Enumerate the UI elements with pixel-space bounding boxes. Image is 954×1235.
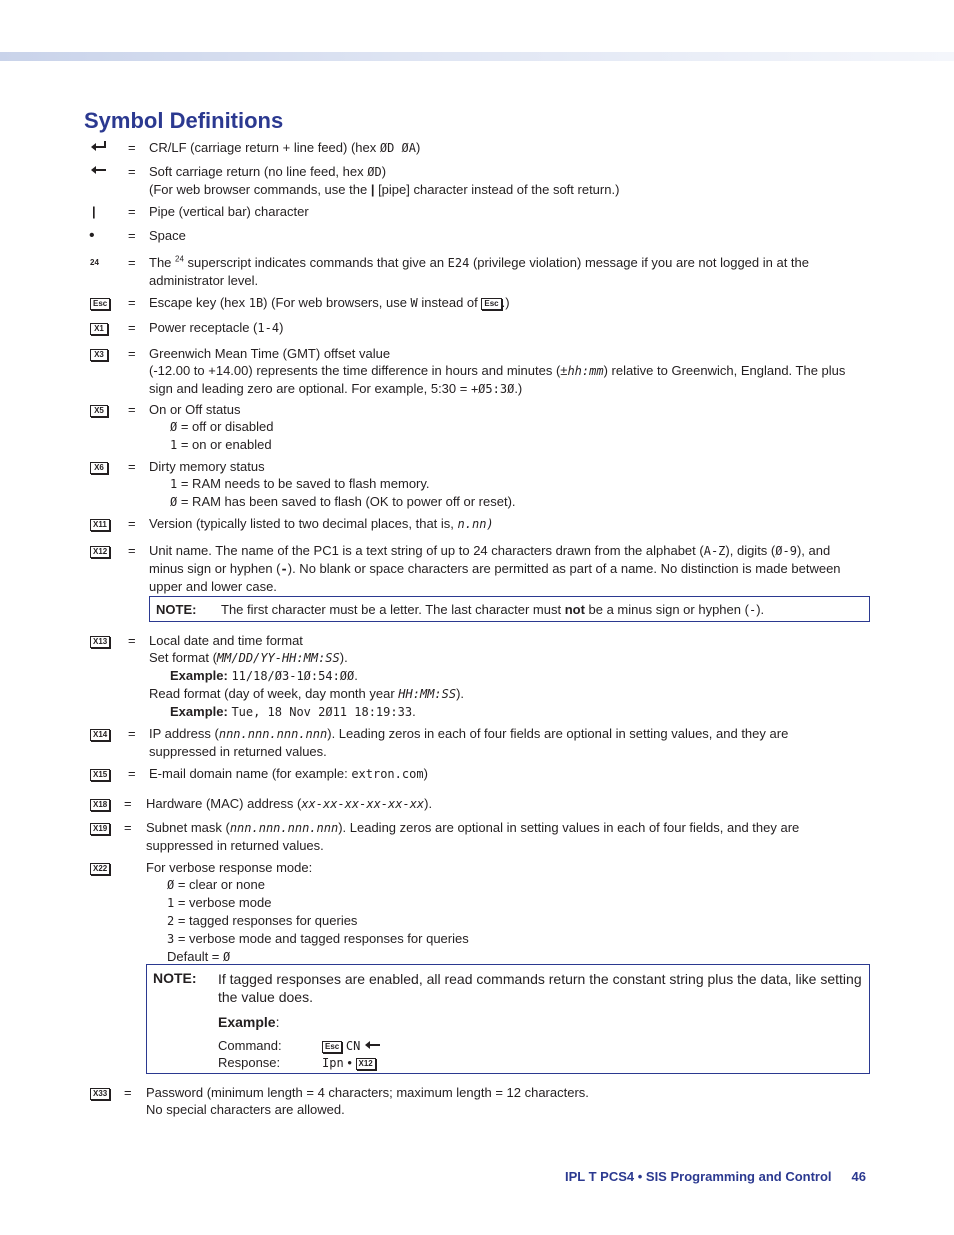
x15-variable-icon: X15 [90, 769, 110, 781]
left-arrow-icon [364, 1038, 382, 1053]
x12-variable-icon: X12 [90, 546, 110, 558]
x14-variable-icon: X14 [90, 729, 110, 741]
def-superscript-24: 24 = The $^{24}$ superscript indicates commands that give an E24 (privilege violation) message if you are not logged in at the administrator level. [90, 254, 809, 288]
note-box-verbose-mode: NOTE: If tagged responses are enabled, all read commands return the constant string plus the data, like setting the value does. Example: Command: Esc CN Response: Ipn • X12 [146, 964, 870, 1074]
space-dot-symbol: • [347, 1055, 352, 1070]
x18-variable-icon: X18 [90, 799, 110, 811]
x5-variable-icon: X5 [90, 405, 108, 417]
page-title: Symbol Definitions [84, 108, 284, 133]
x1-variable-icon: X1 [90, 323, 108, 335]
esc-key-icon: Esc [481, 298, 501, 310]
x13-variable-icon: X13 [90, 636, 110, 648]
x22-variable-icon: X22 [90, 863, 110, 875]
space-dot-symbol: • [89, 227, 95, 244]
page-number: 46 [851, 1169, 866, 1184]
x19-variable-icon: X19 [90, 823, 110, 835]
page-footer [565, 1168, 866, 1185]
left-arrow-icon [90, 163, 120, 180]
pipe-symbol: | [92, 204, 96, 219]
x11-variable-icon: X11 [90, 519, 110, 531]
x3-variable-icon: X3 [90, 349, 108, 361]
note-box-unit-name: NOTE: The first character must be a letter. The last character must not be a minus sign or hyphen (-). [149, 596, 870, 622]
esc-key-icon: Esc [90, 298, 110, 310]
enter-arrow-icon [90, 139, 120, 156]
x6-variable-icon: X6 [90, 462, 108, 474]
esc-key-icon: Esc [322, 1041, 342, 1053]
superscript-24-symbol: 24 [90, 258, 99, 267]
header-gradient-bar [0, 52, 954, 61]
x33-variable-icon: X33 [90, 1088, 110, 1100]
footer-title: IPL T PCS4 • SIS Programming and Control [565, 1169, 832, 1184]
x12-variable-icon: X12 [356, 1058, 376, 1070]
